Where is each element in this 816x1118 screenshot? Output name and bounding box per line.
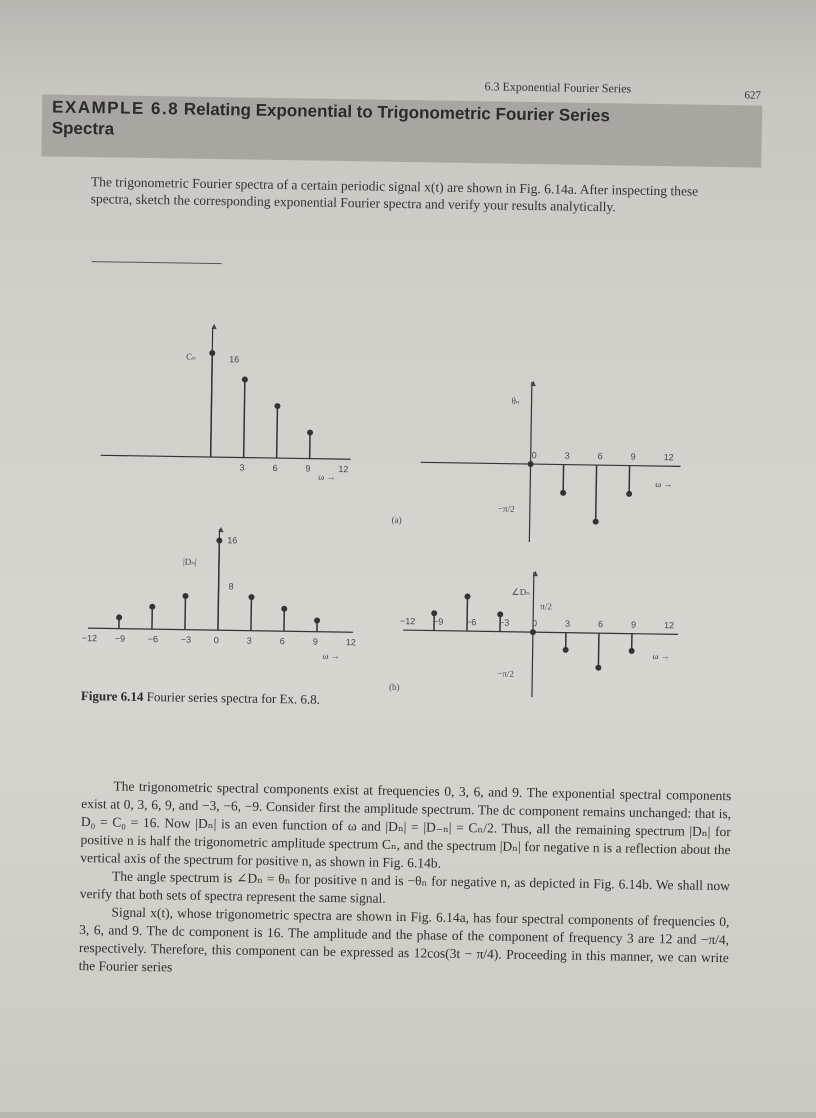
dnang-point-0 bbox=[431, 610, 437, 616]
dnmag-tick-2: −6 bbox=[148, 634, 158, 644]
dnang-tick-8: 12 bbox=[664, 620, 674, 630]
dnang-neg-pi2: −π/2 bbox=[497, 669, 514, 679]
dnang-point-2 bbox=[497, 611, 503, 617]
example-title-line1: Relating Exponential to Trigonometric Fourier Series bbox=[184, 100, 610, 126]
dnang-tick-3: −3 bbox=[499, 618, 509, 628]
dnmag-tick-7: 9 bbox=[313, 637, 318, 647]
dnmag-point-5 bbox=[281, 606, 287, 612]
dnmag-tick-6: 6 bbox=[280, 636, 285, 646]
theta-tick-3: 9 bbox=[631, 452, 636, 462]
dnmag-point-3 bbox=[216, 538, 222, 544]
theta-point-3 bbox=[626, 491, 632, 497]
cn-axis-arrow-icon: ▲ bbox=[210, 321, 219, 331]
dnmag-point-6 bbox=[314, 617, 320, 623]
dnmag-val8: 8 bbox=[229, 581, 234, 591]
theta-point-1 bbox=[560, 490, 566, 496]
dnang-tick-0: −12 bbox=[400, 616, 415, 626]
dnmag-stem-2 bbox=[185, 596, 186, 630]
cn-point-0 bbox=[209, 350, 215, 356]
theta-tick-1: 3 bbox=[565, 451, 570, 461]
paragraph-1: The trigonometric spectral components exist at frequencies 0, 3, 6, and 9. The exponential spectral components exist at 0, 3, 6, 9, and −3, −6, −9. Consider first the amplitude spectrum. The dc component remains unchanged: that is, D₀ = C₀ = 16. Now |Dₙ| is an even function of ω and |Dₙ| = |D₋ₙ| = Cₙ/2. Thus, all the remaining spectrum |Dₙ| for positive n is half the trigonometric amplitude spectrum Cₙ, and the spectrum |Dₙ| for negative n is a reflection about the vertical axis of the spectrum for positive n, as shown in Fig. 6.14b. bbox=[80, 777, 731, 877]
dnang-point-1 bbox=[464, 593, 470, 599]
dnmag-tick-3: −3 bbox=[181, 635, 191, 645]
dnang-label: ∠Dₙ bbox=[511, 587, 530, 597]
dnmag-tick-1: −9 bbox=[115, 634, 125, 644]
theta-point-2 bbox=[593, 519, 599, 525]
theta-tick-0: 0 bbox=[532, 450, 537, 460]
cn-plot bbox=[100, 319, 352, 482]
dnmag-tick-0: −12 bbox=[82, 633, 97, 643]
dnmag-point-1 bbox=[149, 604, 155, 610]
figure-6-14 bbox=[77, 305, 723, 715]
theta-omega-label: ω → bbox=[655, 479, 672, 489]
cn-point-1 bbox=[242, 377, 248, 383]
theta-label: θₙ bbox=[511, 396, 519, 406]
dnang-stem-5 bbox=[598, 633, 599, 668]
cn-point-3 bbox=[307, 430, 313, 436]
dnmag-point-0 bbox=[116, 614, 122, 620]
dnang-tick-2: −6 bbox=[466, 617, 476, 627]
cn-stem-2 bbox=[277, 406, 278, 458]
theta-neg-pi2: −π/2 bbox=[498, 504, 515, 514]
theta-tick-2: 6 bbox=[598, 451, 603, 461]
example-title-line2: Spectra bbox=[52, 118, 115, 138]
dnang-tick-6: 6 bbox=[598, 619, 603, 629]
dnang-pi2: π/2 bbox=[540, 601, 552, 611]
dnang-point-3 bbox=[530, 629, 536, 635]
dnmag-label: |Dₙ| bbox=[183, 557, 197, 567]
dnang-tick-1: −9 bbox=[433, 617, 443, 627]
dnang-point-4 bbox=[563, 647, 569, 653]
paragraph-3: Signal x(t), whose trigonometric spectra are shown in Fig. 6.14a, has four spectral components of frequencies 0, 3, 6, and 9. The dc component is 16. The amplitude and the phase of the component of frequency 3 are 12 and −π/4, respectively. Therefore, this component can be expressed as 12cos(3t − π/4). Proceeding in this manner, we can write the Fourier series bbox=[78, 903, 729, 985]
cn-val16: 16 bbox=[229, 354, 239, 364]
dnmag-tick-5: 3 bbox=[247, 636, 252, 646]
theta-stem-2 bbox=[596, 465, 597, 522]
cn-stem-0 bbox=[211, 353, 213, 457]
dnang-tick-7: 9 bbox=[631, 620, 636, 630]
dnang-point-6 bbox=[629, 648, 635, 654]
dnang-point-5 bbox=[595, 665, 601, 671]
cn-tick-3: 12 bbox=[338, 464, 348, 474]
dnang-tick-4: 0 bbox=[532, 618, 537, 628]
dnang-x-axis bbox=[403, 630, 678, 634]
spectra-figure bbox=[77, 305, 723, 715]
panel-a-label: (a) bbox=[392, 515, 402, 525]
cn-label: Cₙ bbox=[186, 352, 196, 362]
dn-angle-plot bbox=[399, 566, 679, 699]
example-label: EXAMPLE 6.8 bbox=[52, 97, 179, 118]
body-text bbox=[78, 777, 731, 985]
dnmag-point-4 bbox=[248, 594, 254, 600]
cn-tick-1: 6 bbox=[272, 463, 277, 473]
paragraph-2: The angle spectrum is ∠Dₙ = θₙ for positive n and is −θₙ for negative n, as depicted in Fig. 6.14b. We shall now verify that both sets of spectra represent the same signal. bbox=[80, 867, 730, 913]
cn-tick-0: 3 bbox=[239, 462, 244, 472]
dnmag-val16: 16 bbox=[227, 535, 237, 545]
dnang-omega-label: ω → bbox=[653, 651, 670, 661]
dnmag-stem-3 bbox=[218, 541, 219, 631]
theta-point-0 bbox=[528, 461, 534, 467]
caption-label: Figure 6.14 bbox=[81, 688, 144, 704]
dnmag-omega-label: ω → bbox=[322, 651, 339, 661]
page-number: 627 bbox=[744, 89, 761, 101]
dnang-tick-5: 3 bbox=[565, 619, 570, 629]
dnang-axis-arrow-icon: ▲ bbox=[531, 568, 540, 578]
dnmag-tick-4: 0 bbox=[214, 635, 219, 645]
example-intro: The trigonometric Fourier spectra of a certain periodic signal x(t) are shown in Fig. 6.14a. After inspecting these spectra, sketch the corresponding exponential Fourier spectra and verify your results analytically. bbox=[91, 173, 739, 217]
panel-b-label: (b) bbox=[389, 682, 400, 692]
dnmag-tick-8: 12 bbox=[346, 637, 356, 647]
cn-point-2 bbox=[274, 403, 280, 409]
dnmag-stem-4 bbox=[251, 597, 252, 631]
caption-text: Fourier series spectra for Ex. 6.8. bbox=[147, 689, 320, 707]
divider bbox=[92, 261, 222, 264]
dnmag-x-axis bbox=[88, 628, 353, 632]
theta-plot bbox=[419, 376, 682, 544]
theta-axis-arrow-icon: ▲ bbox=[529, 378, 538, 388]
running-head: 6.3 Exponential Fourier Series bbox=[484, 79, 631, 96]
dn-mag-plot bbox=[81, 522, 357, 661]
cn-x-axis bbox=[101, 455, 351, 459]
cn-tick-2: 9 bbox=[305, 464, 310, 474]
dnmag-point-2 bbox=[182, 593, 188, 599]
cn-omega-label: ω → bbox=[318, 472, 335, 482]
theta-tick-4: 12 bbox=[664, 452, 674, 462]
theta-x-axis bbox=[421, 462, 681, 466]
cn-stem-1 bbox=[244, 380, 245, 458]
dnmag-axis-arrow-icon: ▲ bbox=[216, 524, 225, 534]
